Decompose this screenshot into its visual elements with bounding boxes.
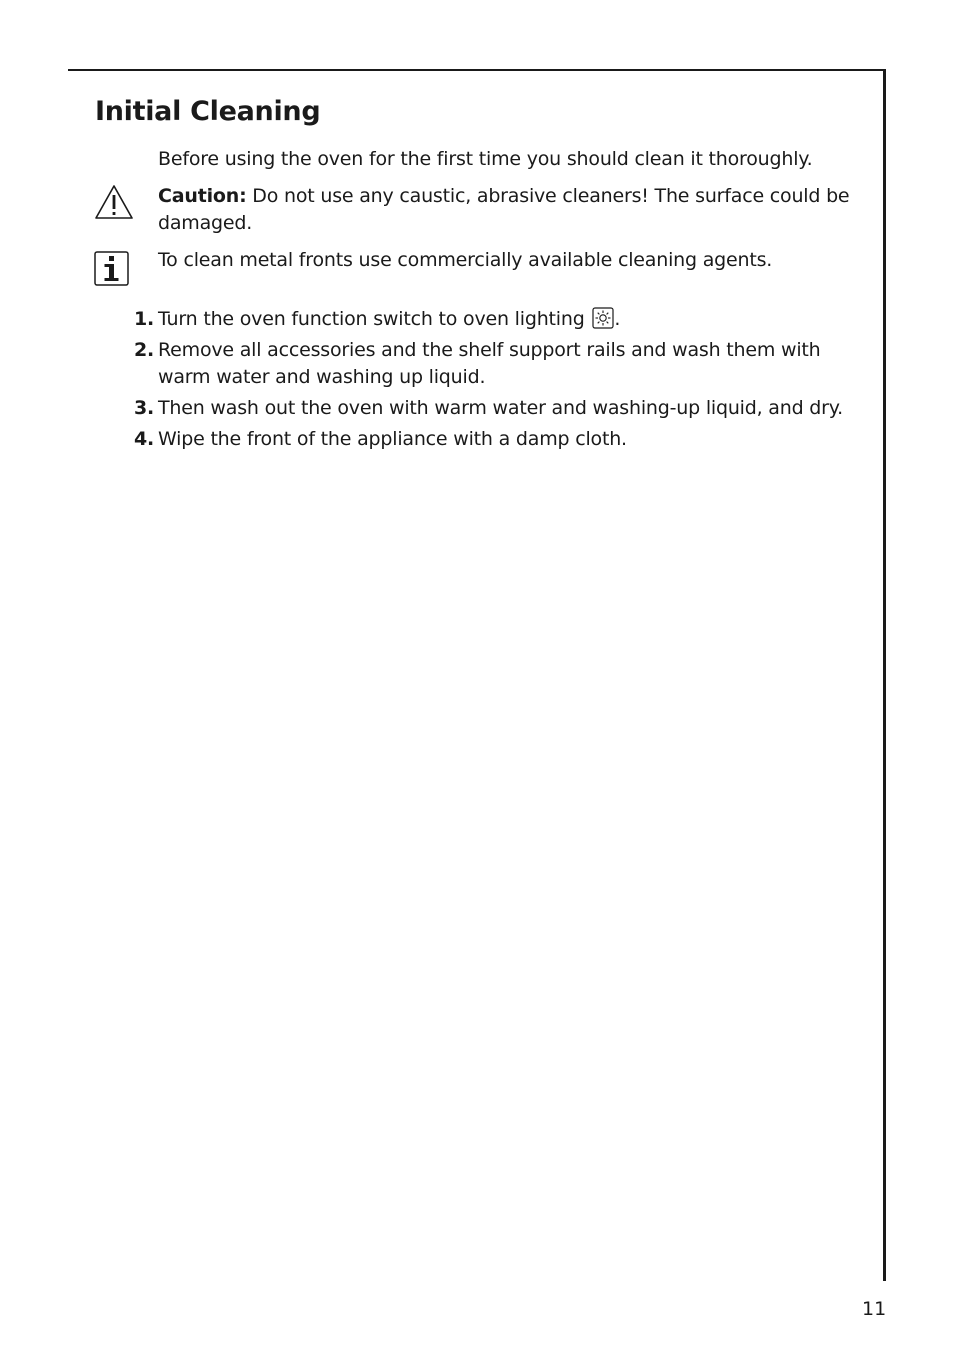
page-title: Initial Cleaning — [95, 96, 321, 127]
caution-note — [158, 183, 858, 237]
step-4 — [134, 426, 858, 453]
step-3 — [134, 395, 858, 422]
caution-text: Do not use any caustic, abrasive cleaners! The surface could be damaged. — [158, 185, 850, 234]
step-number: 2. — [134, 339, 155, 361]
oven-light-icon — [592, 307, 614, 329]
page-number: 11 — [862, 1298, 887, 1320]
caution-label: Caution: — [158, 185, 247, 207]
step-text: Turn the oven function switch to oven lighting — [158, 308, 591, 330]
step-1 — [134, 306, 858, 333]
info-note: To clean metal fronts use commercially available cleaning agents. — [158, 249, 773, 271]
step-number: 3. — [134, 397, 155, 419]
cleaning-steps — [134, 306, 858, 457]
right-margin-rule — [883, 69, 886, 1281]
info-icon — [94, 251, 129, 286]
top-rule — [68, 69, 886, 71]
step-text: Remove all accessories and the shelf support rails and wash them with warm water and washing up liquid. — [158, 339, 821, 388]
warning-triangle-icon — [94, 184, 134, 220]
step-suffix: . — [614, 308, 621, 330]
step-text: Wipe the front of the appliance with a damp cloth. — [158, 428, 627, 450]
step-number: 1. — [134, 308, 155, 330]
step-2 — [134, 337, 858, 391]
step-text: Then wash out the oven with warm water and washing-up liquid, and dry. — [158, 397, 843, 419]
step-number: 4. — [134, 428, 155, 450]
intro-paragraph: Before using the oven for the first time you should clean it thoroughly. — [158, 148, 813, 170]
